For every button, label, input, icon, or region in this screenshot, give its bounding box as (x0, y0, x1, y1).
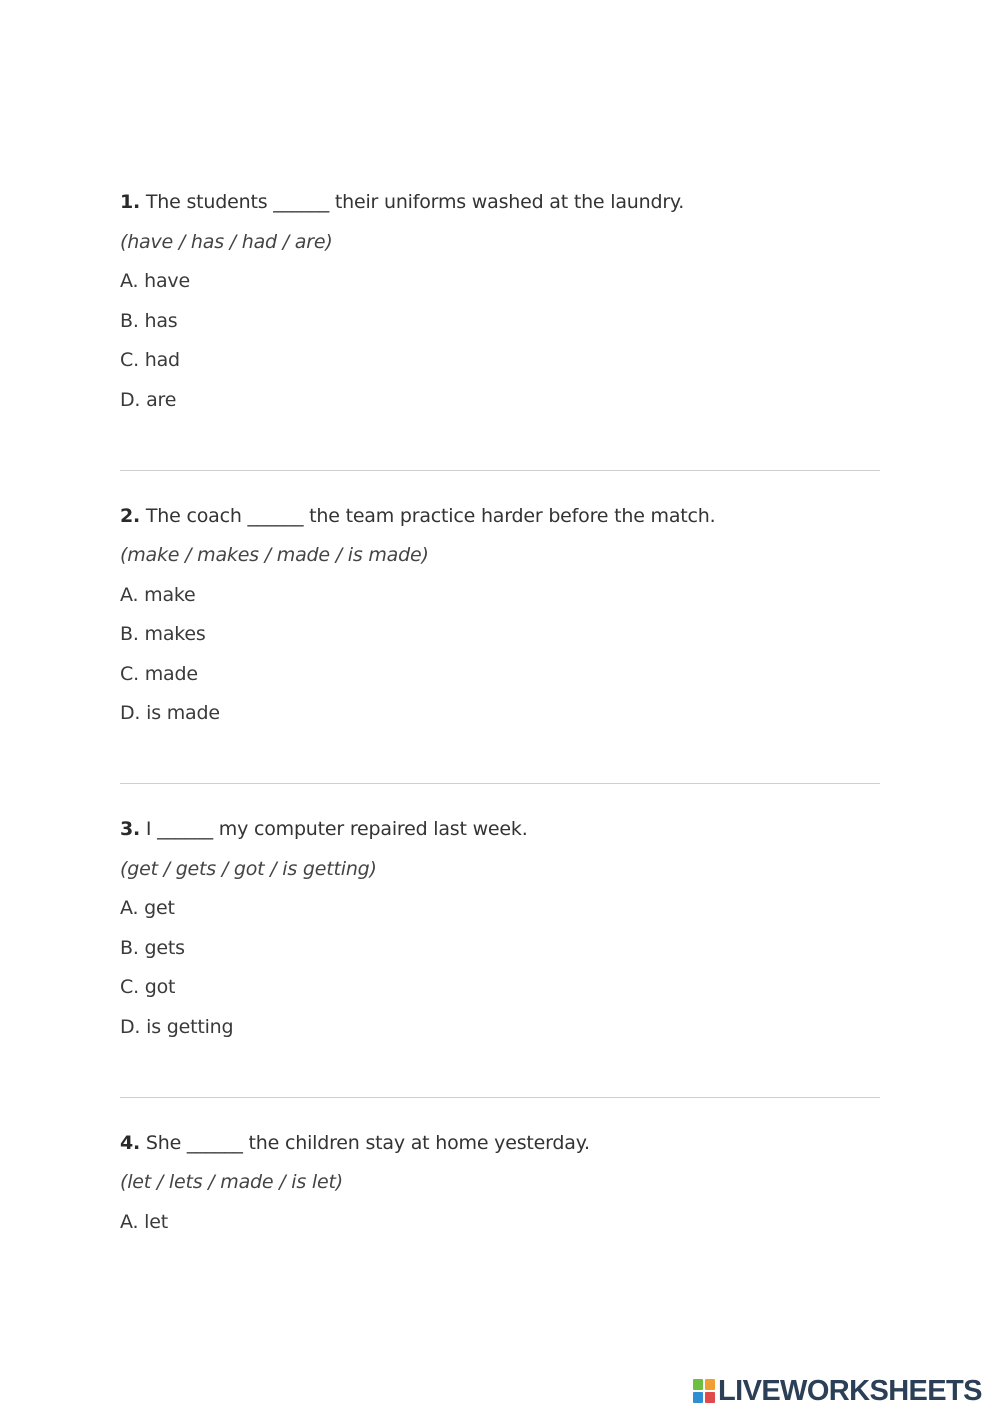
question-stem (120, 500, 880, 533)
worksheet (120, 186, 880, 1245)
logo-grid-icon (693, 1379, 715, 1403)
answer-option-d[interactable]: D. are (120, 388, 177, 411)
answer-option-b[interactable]: B. makes (120, 623, 206, 645)
question-3 (120, 813, 880, 1044)
answer-option-c[interactable]: C. got (120, 976, 176, 998)
question-text: She ______ the children stay at home yesterday. (140, 1131, 590, 1154)
answer-option-d[interactable]: D. is getting (120, 1015, 234, 1038)
question-number: 4. (120, 1131, 141, 1154)
answer-option-a[interactable]: A. make (120, 583, 196, 606)
question-stem (120, 813, 880, 846)
answer-option-c[interactable]: C. made (120, 662, 198, 685)
question-text: I ______ my computer repaired last week. (140, 818, 528, 840)
question-2 (120, 500, 880, 731)
answer-option-a[interactable]: A. have (120, 270, 190, 292)
divider (120, 783, 880, 784)
answer-option-c[interactable]: C. had (120, 349, 180, 371)
question-text: The students ______ their uniforms washed at the laundry. (140, 191, 685, 213)
divider (120, 1097, 880, 1098)
answer-option-d[interactable]: D. is made (120, 702, 220, 724)
answer-option-b[interactable]: B. gets (120, 936, 185, 959)
question-stem (120, 186, 880, 219)
logo-square-blue (693, 1392, 703, 1403)
question-number: 3. (120, 818, 141, 840)
question-number: 1. (120, 191, 141, 213)
question-4 (120, 1127, 880, 1239)
question-text: The coach ______ the team practice harder before the match. (140, 504, 716, 527)
answer-option-a[interactable]: A. let (120, 1210, 168, 1233)
question-number: 2. (120, 504, 141, 527)
question-hint: (get / gets / got / is getting) (120, 857, 377, 880)
liveworksheets-logo (693, 1376, 982, 1406)
logo-square-orange (705, 1379, 715, 1390)
question-1 (120, 186, 880, 417)
divider (120, 470, 880, 471)
answer-option-b[interactable]: B. has (120, 309, 178, 332)
logo-square-red (705, 1392, 715, 1403)
answer-option-a[interactable]: A. get (120, 897, 175, 919)
logo-square-green (693, 1379, 703, 1390)
question-hint: (make / makes / made / is made) (120, 544, 429, 566)
question-stem (120, 1127, 880, 1160)
question-hint: (let / lets / made / is let) (120, 1171, 343, 1193)
question-hint: (have / has / had / are) (120, 230, 333, 253)
logo-text: LIVEWORKSHEETS (718, 1375, 982, 1407)
